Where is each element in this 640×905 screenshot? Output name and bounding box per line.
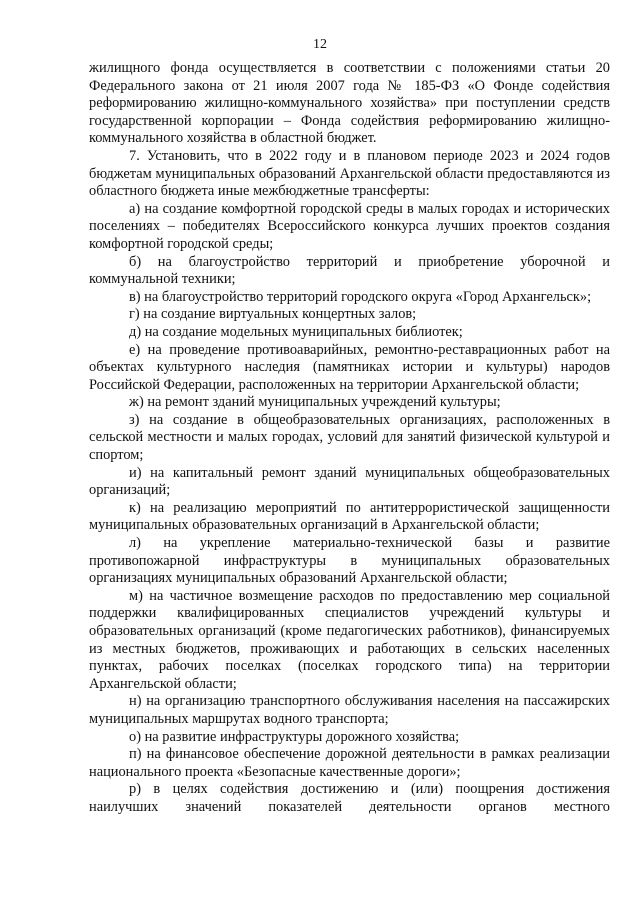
list-item-g: г) на создание виртуальных концертных залов; bbox=[129, 306, 417, 323]
paragraph-item-7: 7. Установить, что в 2022 году и в плановом периоде 2023 и 2024 годов бюджетам муниципальных образований Архангельской области предоставляются из областного бюджета иные межбюджетные трансферты: bbox=[89, 147, 610, 200]
list-item-d: д) на создание модельных муниципальных библиотек; bbox=[129, 323, 463, 340]
list-item-n: н) на организацию транспортного обслуживания населения на пассажирских муниципальных маршрутах водного транспорта; bbox=[89, 693, 610, 727]
list-item-v: в) на благоустройство территорий городского округа «Город Архангельск»; bbox=[129, 288, 592, 305]
list-item-zh: ж) на ремонт зданий муниципальных учреждений культуры; bbox=[129, 394, 501, 411]
page-number: 12 bbox=[313, 37, 327, 52]
document-body bbox=[89, 60, 610, 817]
list-item-l: л) на укрепление материально-технической базы и развитие противопожарной инфраструктуры в муниципальных образовательных организациях муниципальных образований Архангельской области; bbox=[89, 535, 610, 587]
list-item-r: р) в целях содействия достижению и (или) поощрения достижения наилучших значений показателей деятельности органов местного bbox=[89, 781, 610, 815]
list-item-a: а) на создание комфортной городской среды в малых городах и исторических поселениях – победителях Всероссийского конкурса лучших проектов создания комфортной городской среды; bbox=[89, 200, 610, 252]
list-item-e: е) на проведение противоаварийных, ремонтно-реставрационных работ на объектах культурного наследия (памятниках истории и культуры) народов Российской Федерации, расположенных на территории Архангельской области; bbox=[89, 341, 610, 393]
list-item-m: м) на частичное возмещение расходов по предоставлению мер социальной поддержки квалифицированных специалистов учреждений культуры и образовательных организаций (кроме педагогических работников), финансируемых из местных бюджетов, проживающих и работающих в сельских населенных пунктах, рабочих поселках (поселках городского типа) на территории Архангельской области; bbox=[89, 587, 610, 692]
list-item-i: и) на капитальный ремонт зданий муниципальных общеобразовательных организаций; bbox=[89, 464, 610, 499]
list-item-o: о) на развитие инфраструктуры дорожного хозяйства; bbox=[129, 728, 460, 745]
list-item-p: п) на финансовое обеспечение дорожной деятельности в рамках реализации национального проекта «Безопасные качественные дороги»; bbox=[89, 746, 610, 780]
list-item-b: б) на благоустройство территорий и приобретение уборочной и коммунальной техники; bbox=[89, 253, 610, 288]
paragraph-continuation: жилищного фонда осуществляется в соответствии с положениями статьи 20 Федерального закона от 21 июля 2007 года № 185-ФЗ «О Фонде содействия реформированию жилищно-коммунального хозяйства» при поступлении средств государственной корпорации – Фонда содействия реформированию жилищно-коммунального хозяйства в областной бюджет. bbox=[89, 60, 610, 147]
list-item-k: к) на реализацию мероприятий по антитеррористической защищенности муниципальных образовательных организаций в Архангельской области; bbox=[89, 499, 610, 534]
list-item-z: з) на создание в общеобразовательных организациях, расположенных в сельской местности и малых городах, условий для занятий физической культурой и спортом; bbox=[89, 411, 610, 464]
